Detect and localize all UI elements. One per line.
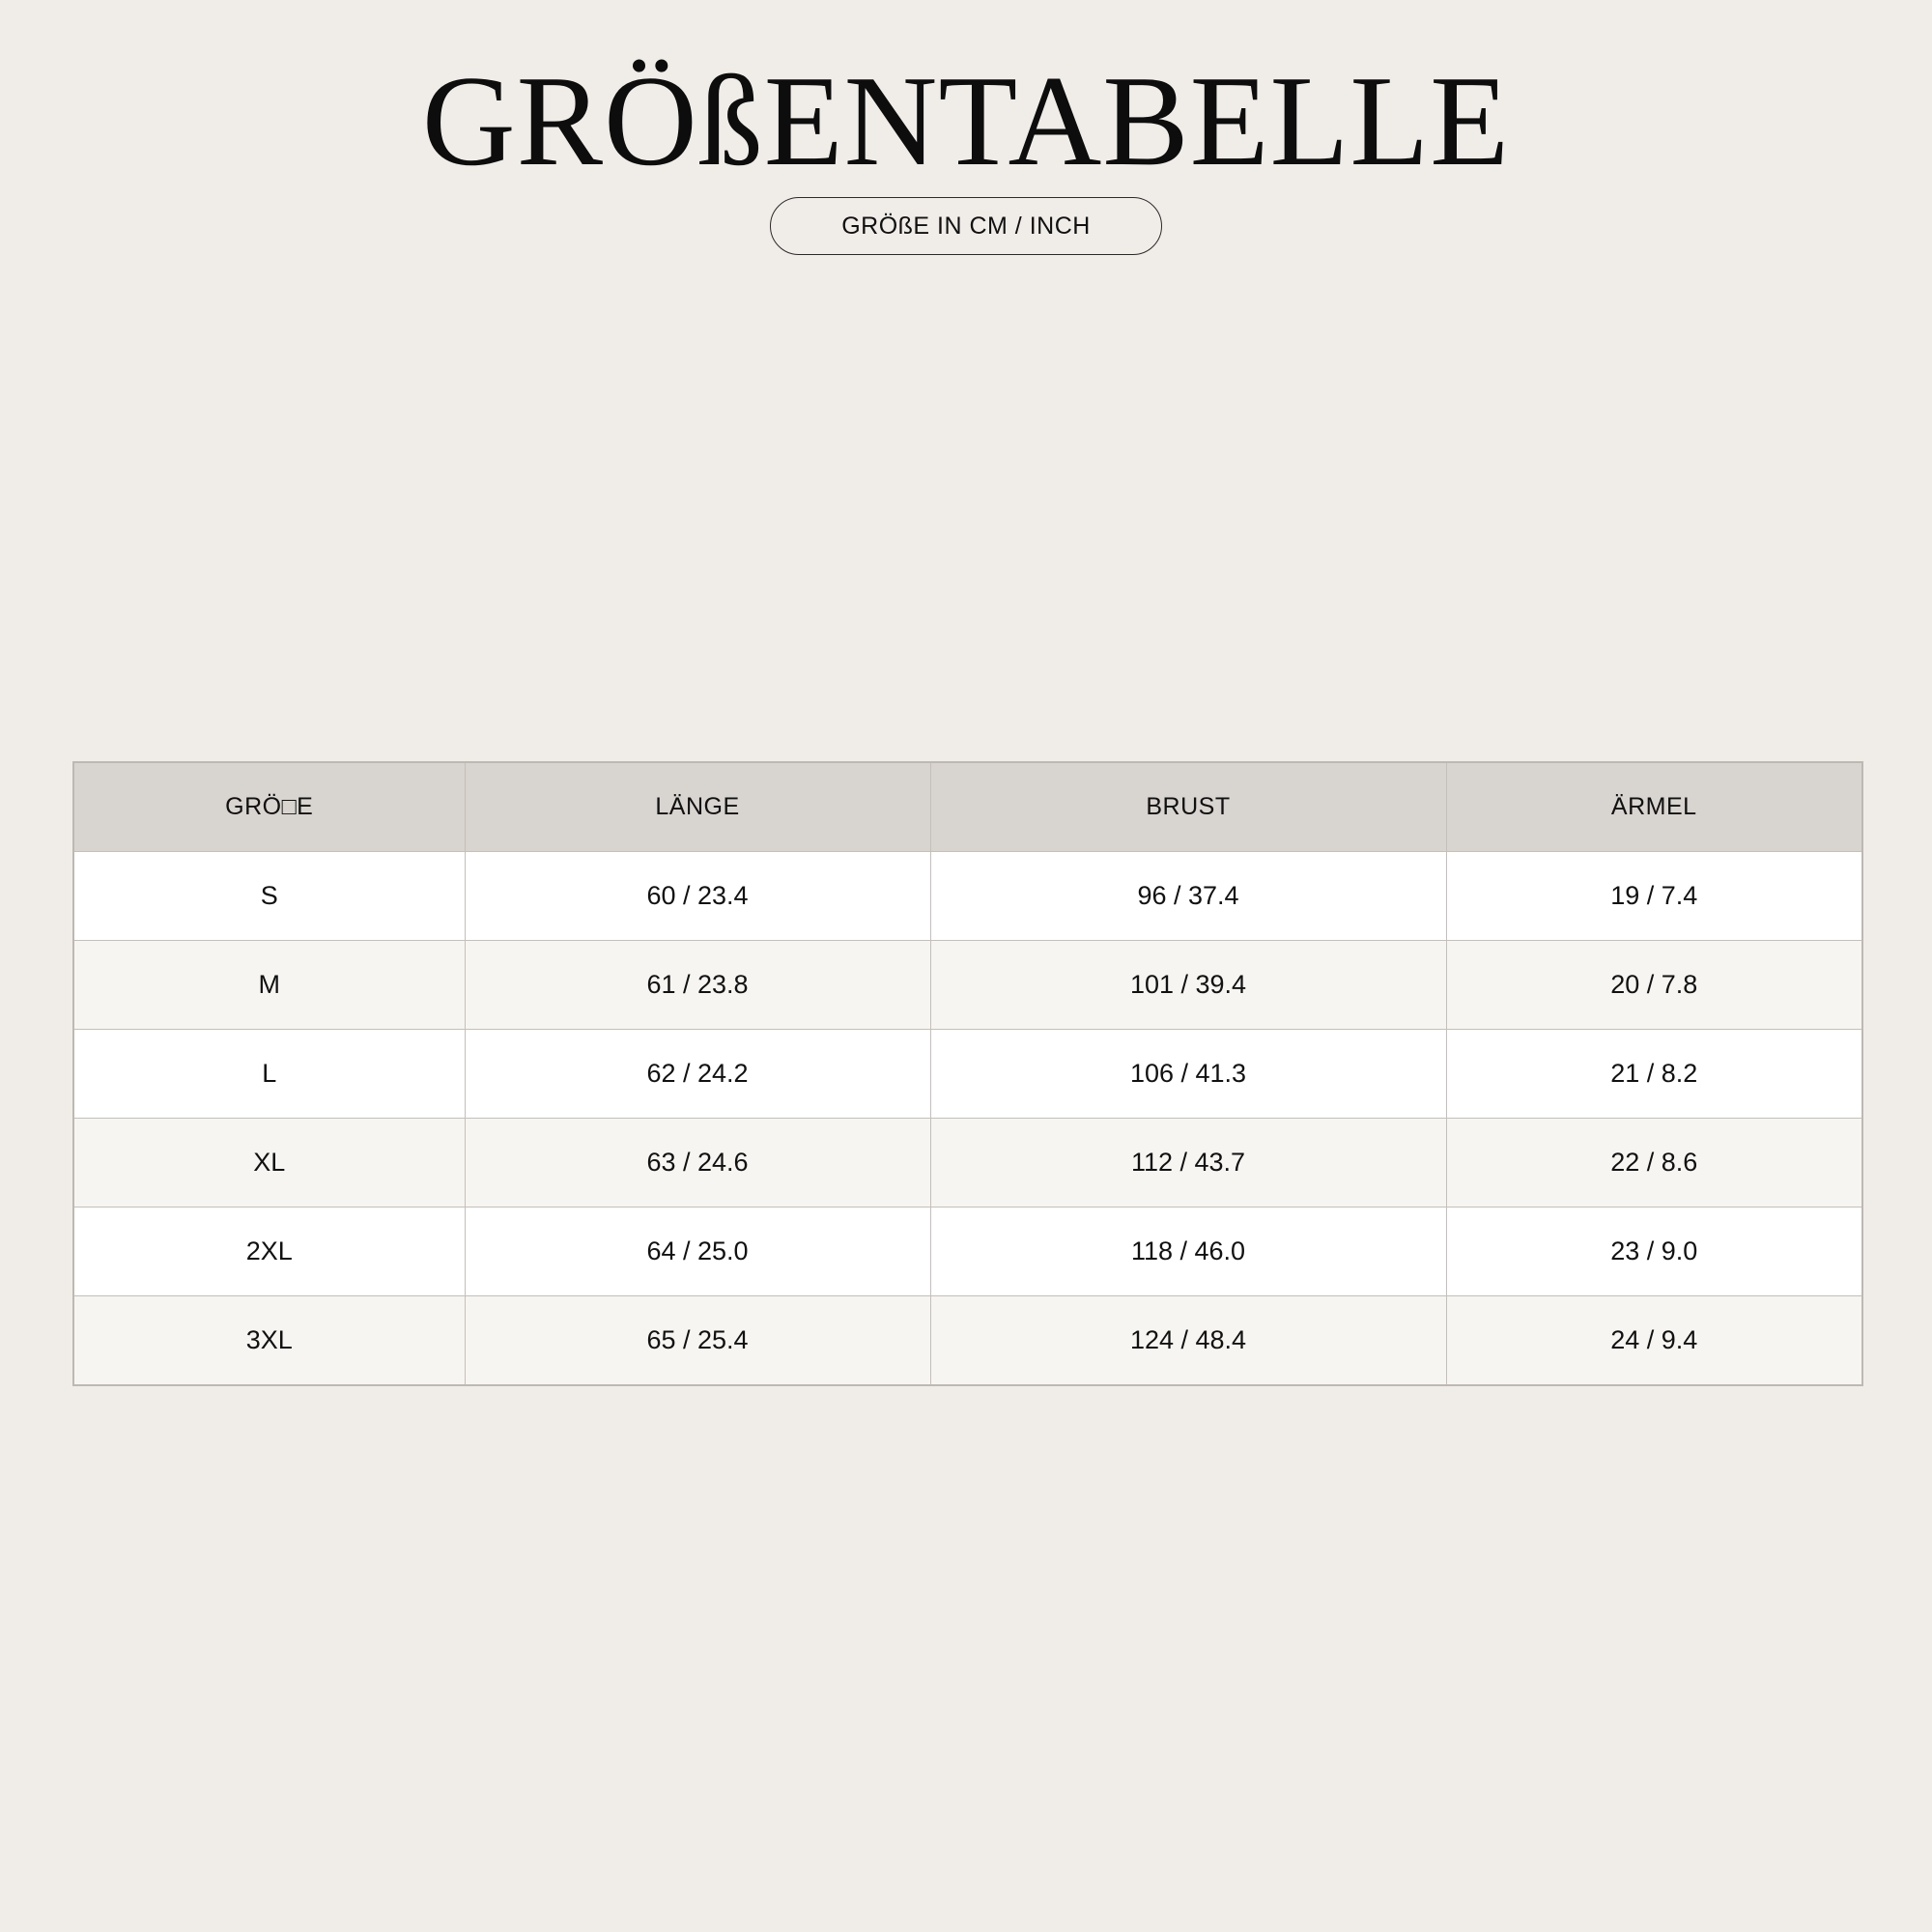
cell-length: 65 / 25.4 (465, 1296, 930, 1386)
header-length: LÄNGE (465, 762, 930, 852)
table-row (73, 1119, 1862, 1208)
table-header-row (73, 762, 1862, 852)
header-size: GRÖ□E (73, 762, 465, 852)
cell-chest: 124 / 48.4 (930, 1296, 1446, 1386)
cell-sleeve: 19 / 7.4 (1446, 852, 1862, 941)
cell-size: L (73, 1030, 465, 1119)
header-sleeve: ÄRMEL (1446, 762, 1862, 852)
table-row (73, 852, 1862, 941)
cell-size: XL (73, 1119, 465, 1208)
table-row (73, 941, 1862, 1030)
table-row (73, 1208, 1862, 1296)
cell-chest: 96 / 37.4 (930, 852, 1446, 941)
header-chest: BRUST (930, 762, 1446, 852)
cell-chest: 118 / 46.0 (930, 1208, 1446, 1296)
table-row (73, 1030, 1862, 1119)
cell-chest: 101 / 39.4 (930, 941, 1446, 1030)
cell-chest: 106 / 41.3 (930, 1030, 1446, 1119)
cell-sleeve: 22 / 8.6 (1446, 1119, 1862, 1208)
page-title: GRÖßENTABELLE (421, 49, 1511, 192)
cell-length: 60 / 23.4 (465, 852, 930, 941)
cell-sleeve: 24 / 9.4 (1446, 1296, 1862, 1386)
cell-size: 3XL (73, 1296, 465, 1386)
cell-sleeve: 21 / 8.2 (1446, 1030, 1862, 1119)
table-row (73, 1296, 1862, 1386)
unit-label-badge: GRÖßE IN CM / INCH (770, 197, 1162, 255)
cell-size: M (73, 941, 465, 1030)
cell-sleeve: 23 / 9.0 (1446, 1208, 1862, 1296)
cell-length: 63 / 24.6 (465, 1119, 930, 1208)
cell-size: 2XL (73, 1208, 465, 1296)
cell-sleeve: 20 / 7.8 (1446, 941, 1862, 1030)
size-chart-table (72, 761, 1863, 1386)
cell-size: S (73, 852, 465, 941)
cell-length: 61 / 23.8 (465, 941, 930, 1030)
cell-length: 62 / 24.2 (465, 1030, 930, 1119)
cell-length: 64 / 25.0 (465, 1208, 930, 1296)
cell-chest: 112 / 43.7 (930, 1119, 1446, 1208)
